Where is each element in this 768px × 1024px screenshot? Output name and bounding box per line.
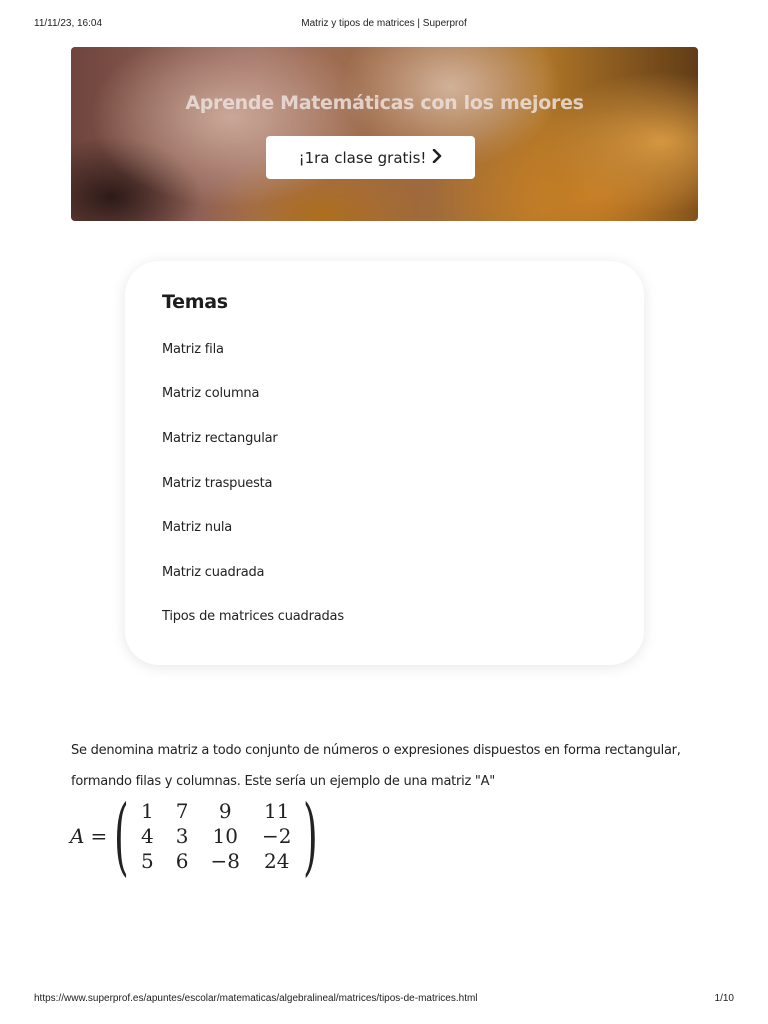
print-page-title: Matriz y tipos de matrices | Superprof xyxy=(301,18,467,29)
matrix-cell: −8 xyxy=(210,848,240,873)
matrix-a-equation xyxy=(70,787,319,885)
right-parenthesis: ) xyxy=(303,787,319,885)
topic-link-matriz-columna[interactable]: Matriz columna xyxy=(162,386,260,401)
banner-image-overlay xyxy=(71,47,698,221)
matrix-cell: −2 xyxy=(261,823,292,848)
matrix-cell: 10 xyxy=(212,823,238,848)
chevron-right-icon xyxy=(432,149,442,167)
matrix-cell: 5 xyxy=(141,848,154,873)
matrix-cell: 7 xyxy=(175,798,189,823)
matrix-cell: 3 xyxy=(175,823,189,848)
topic-link-matriz-rectangular[interactable]: Matriz rectangular xyxy=(162,431,278,446)
topic-link-matriz-nula[interactable]: Matriz nula xyxy=(162,520,233,535)
page-indicator: 1/10 xyxy=(714,993,734,1004)
topics-title: Temas xyxy=(162,291,228,313)
topic-link-matriz-cuadrada[interactable]: Matriz cuadrada xyxy=(162,565,265,580)
equals-sign: = xyxy=(90,824,108,848)
matrix-row xyxy=(130,799,302,824)
definition-paragraph-line-2: formando filas y columnas. Este sería un ejemplo de una matriz "A" xyxy=(71,774,496,789)
matrix-cell: 6 xyxy=(175,848,189,873)
free-class-button[interactable] xyxy=(266,136,475,179)
topic-link-tipos-matrices-cuadradas[interactable]: Tipos de matrices cuadradas xyxy=(162,609,344,624)
matrix-cell: 4 xyxy=(141,823,154,848)
print-url: https://www.superprof.es/apuntes/escolar/matematicas/algebralineal/matrices/tipos-de-matrices.html xyxy=(34,993,478,1004)
matrix-cell: 1 xyxy=(141,798,154,823)
matrix-cell: 24 xyxy=(263,848,290,873)
topics-card xyxy=(125,261,644,665)
left-parenthesis: ( xyxy=(114,787,129,885)
promo-banner xyxy=(71,47,698,221)
topic-link-matriz-traspuesta[interactable]: Matriz traspuesta xyxy=(162,476,273,491)
matrix-cell: 11 xyxy=(263,798,290,823)
print-header xyxy=(0,18,768,32)
definition-paragraph-line-1: Se denomina matriz a todo conjunto de números o expresiones dispuestos en forma rectangular, xyxy=(71,743,681,758)
matrix-cell: 9 xyxy=(218,798,232,823)
free-class-button-label: ¡1ra clase gratis! xyxy=(298,148,427,167)
print-datetime: 11/11/23, 16:04 xyxy=(34,18,103,29)
banner-headline: Aprende Matemáticas con los mejores xyxy=(185,92,584,114)
matrix-row xyxy=(130,824,302,849)
topic-link-matriz-fila[interactable]: Matriz fila xyxy=(162,342,224,357)
matrix-row xyxy=(130,849,302,874)
matrix-grid xyxy=(130,799,302,874)
matrix-variable: A xyxy=(70,824,85,848)
